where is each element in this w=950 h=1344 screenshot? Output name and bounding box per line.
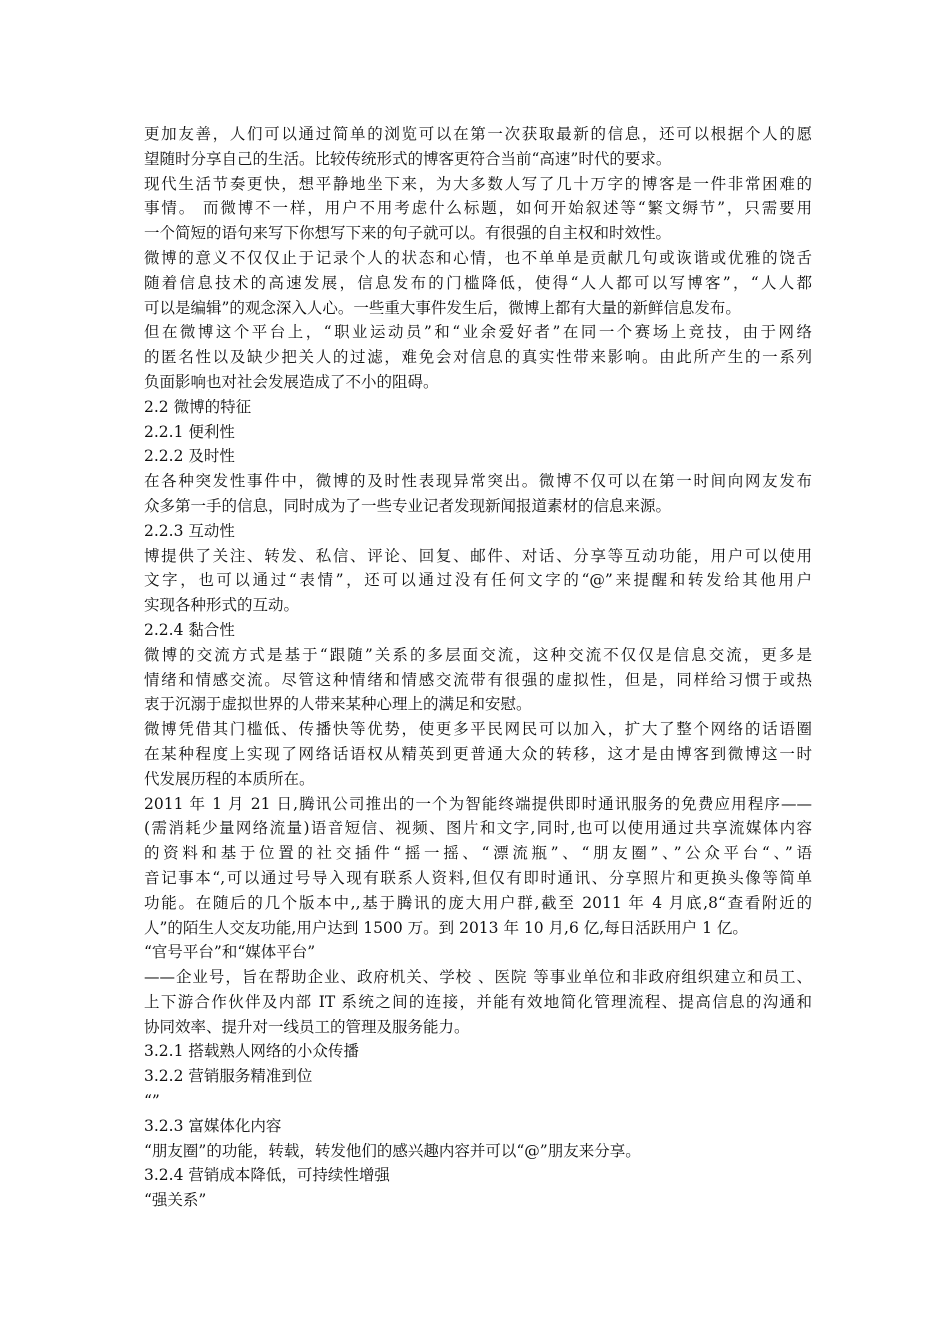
text-line: 2011 年 1 月 21 日,腾讯公司推出的一个为智能终端提供即时通讯服务的免费应用程序—— [144, 794, 812, 813]
text-line: 的匿名性以及缺少把关人的过滤，难免会对信息的真实性带来影响。由此所产生的一系列 [144, 348, 812, 367]
text-line: 3.2.1 搭载熟人网络的小众传播 [144, 1042, 359, 1061]
text-line: 现代生活节奏更快，想平静地坐下来，为大多数人写了几十万字的博客是一件非常困难的 [144, 174, 812, 193]
text-line: 微博的交流方式是基于“跟随”关系的多层面交流，这种交流不仅仅是信息交流，更多是 [144, 645, 812, 664]
text-line: 2.2.1 便利性 [144, 422, 235, 441]
text-line: 事情。 而微博不一样，用户不用考虑什么标题，如何开始叙述等“繁文缛节”，只需要用 [144, 199, 812, 218]
text-line: 随着信息技术的高速发展，信息发布的门槛降低，使得“人人都可以写博客”，“人人都 [144, 273, 812, 292]
text-line: “朋友圈”的功能，转载，转发他们的感兴趣内容并可以“@”朋友来分享。 [144, 1141, 641, 1160]
text-line: 衷于沉溺于虚拟世界的人带来某种心理上的满足和安慰。 [144, 695, 532, 714]
text-line: “官号平台”和“媒体平台” [144, 943, 316, 962]
document-page [144, 122, 812, 1213]
text-line: “” [144, 1092, 160, 1111]
text-line: 众多第一手的信息，同时成为了一些专业记者发现新闻报道素材的信息来源。 [144, 496, 672, 515]
text-line: 协同效率、提升对一线员工的管理及服务能力。 [144, 1017, 470, 1036]
text-line: 在某种程度上实现了网络话语权从精英到更普通大众的转移，这才是由博客到微博这一时 [144, 744, 812, 763]
text-line: 2.2 微博的特征 [144, 397, 252, 416]
text-line: 微博的意义不仅仅止于记录个人的状态和心情，也不单单是贡献几句或诙谐或优雅的饶舌 [144, 248, 812, 267]
text-line: 望随时分享自己的生活。比较传统形式的博客更符合当前“高速”时代的要求。 [144, 149, 672, 168]
text-line: “强关系” [144, 1191, 207, 1210]
text-line: 但在微博这个平台上，“职业运动员”和“业余爱好者”在同一个赛场上竞技，由于网络 [144, 323, 812, 342]
text-line: 在各种突发性事件中，微博的及时性表现异常突出。微博不仅可以在第一时间向网友发布 [144, 472, 812, 491]
text-line: 实现各种形式的互动。 [144, 596, 300, 615]
text-line: 博提供了关注、转发、私信、评论、回复、邮件、对话、分享等互动功能，用户可以使用 [144, 546, 812, 565]
text-line: (需消耗少量网络流量)语音短信、视频、图片和文字,同时,也可以使用通过共享流媒体内容 [144, 819, 812, 838]
text-line: 2.2.3 互动性 [144, 521, 235, 540]
text-line: 音记事本“,可以通过号导入现有联系人资料,但仅有即时通讯、分享照片和更换头像等简单 [144, 868, 812, 887]
text-line: 2.2.4 黏合性 [144, 620, 235, 639]
text-line: 2.2.2 及时性 [144, 447, 235, 466]
text-line: 微博凭借其门槛低、传播快等优势，使更多平民网民可以加入，扩大了整个网络的话语圈 [144, 720, 812, 739]
text-line: 功能。在随后的几个版本中,,基于腾讯的庞大用户群,截至 2011 年 4 月底,8“查看附近的 [144, 893, 812, 912]
text-line: 情绪和情感交流。尽管这种情绪和情感交流带有很强的虚拟性，但是，同样给习惯于或热 [144, 670, 812, 689]
text-line: 更加友善，人们可以通过简单的浏览可以在第一次获取最新的信息，还可以根据个人的愿 [144, 125, 812, 143]
text-line: 3.2.2 营销服务精准到位 [144, 1067, 313, 1086]
text-line: 的资料和基于位置的社交插件“摇一摇、“漂流瓶”、“朋友圈”、”公众平台“、”语 [144, 844, 812, 863]
text-line: 3.2.3 富媒体化内容 [144, 1116, 282, 1135]
text-line: 一个简短的语句来写下你想写下来的句子就可以。有很强的自主权和时效性。 [144, 224, 672, 243]
text-line: 可以是编辑”的观念深入人心。一些重大事件发生后，微博上都有大量的新鲜信息发布。 [144, 298, 741, 317]
text-line: 上下游合作伙伴及内部 IT 系统之间的连接，并能有效地简化管理流程、提高信息的沟通和 [144, 992, 812, 1011]
text-line: 负面影响也对社会发展造成了不小的阻碍。 [144, 372, 439, 391]
text-line: 3.2.4 营销成本降低，可持续性增强 [144, 1166, 390, 1185]
text-line: 文字，也可以通过“表情”，还可以通过没有任何文字的“@”来提醒和转发给其他用户 [144, 571, 812, 590]
text-line: 人”的陌生人交友功能,用户达到 1500 万。到 2013 年 10 月,6 亿,每日活跃用户 1 亿。 [144, 918, 748, 937]
text-line: 代发展历程的本质所在。 [144, 769, 315, 788]
text-line: ——企业号，旨在帮助企业、政府机关、学校 、医院 等事业单位和非政府组织建立和员工、 [144, 968, 812, 987]
